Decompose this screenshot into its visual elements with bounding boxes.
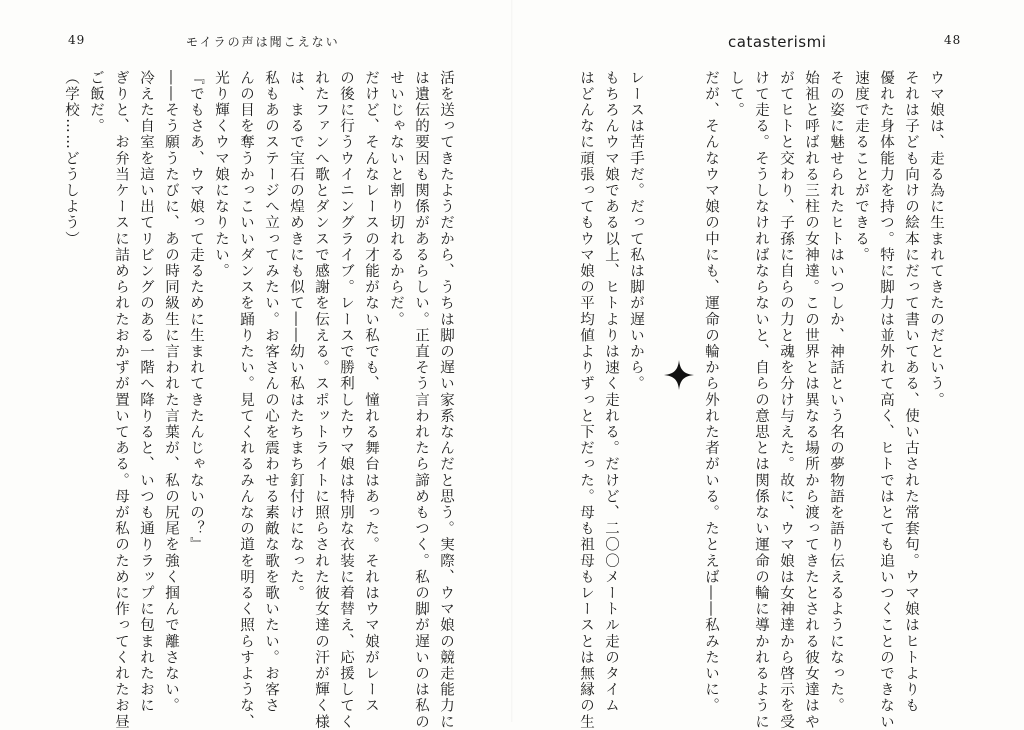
- left-page-number: 49: [68, 33, 86, 47]
- right-line-4: 速度で走ることができる。: [853, 70, 869, 264]
- right-line-9: して。: [728, 70, 744, 119]
- star-shape: [664, 360, 694, 390]
- right-line-12: レースは苦手だ。だって私は脚が遅いから。: [628, 70, 644, 392]
- left-line-17: （学校……どうしよう）: [63, 70, 79, 248]
- right-line-13: もちろんウマ娘である以上、ヒトよりは速く走れる。だけど、二〇〇メートル走のタイム: [603, 70, 619, 714]
- right-line-6: 始祖と呼ばれる三柱の女神達。この世界とは異なる場所から渡ってきたとされる彼女達はや: [803, 70, 819, 730]
- left-line-16: ご飯だ。: [88, 70, 104, 135]
- left-line-12: ――そう願うたびに、あの時同級生に言われた言葉が、私の尻尾を強く掴んで離さない。: [163, 70, 179, 714]
- left-line-11: 『でもさあ、ウマ娘って走るために生まれてきたんじゃないの？』: [188, 70, 204, 553]
- page-gutter: [511, 0, 513, 722]
- left-line-4: だけど、そんなレースの才能がない私でも、憧れる舞台はあった。それはウマ娘がレース: [363, 70, 379, 714]
- right-line-14: はどんなに頑張ってもウマ娘の平均値よりずっと下だった。母も祖母もレースとは無縁の生: [578, 70, 594, 730]
- right-line-1: ウマ娘は、走る為に生まれてきたのだという。: [928, 70, 944, 409]
- left-line-3: せいじゃないと割り切れるからだ。: [388, 70, 404, 328]
- left-line-1: 活を送ってきたようだから、うちは脚の遅い家系なんだと思う。実際、ウマ娘の競走能力に: [438, 70, 454, 730]
- left-line-9: んの目を奪うかっこいいダンスを踊りたい。見てくれるみんなの道を明るく照らすような、: [238, 70, 254, 730]
- running-title: モイラの声は聞こえない: [186, 35, 340, 49]
- four-point-star-icon: [664, 360, 694, 390]
- right-line-10: だが、そんなウマ娘の中にも、運命の輪から外れた者がいる。たとえば――私みたいに。: [703, 70, 719, 714]
- right-line-5: その姿に魅せられたヒトはいつしか、神話という名の夢物語を語り伝えるようになった。: [828, 70, 844, 714]
- left-line-8: 私もあのステージへ立ってみたい。お客さんの心を震わせる素敵な歌を歌いたい。お客さ: [263, 70, 279, 714]
- left-line-15: ぎりと、お弁当ケースに詰められたおかずが置いてある。母が私のために作ってくれたお昼: [113, 70, 129, 730]
- right-page-number: 48: [944, 33, 962, 47]
- left-line-5: の後に行うウイニングライブ。レースで勝利したウマ娘は特別な衣装に着替え、応援してく: [338, 70, 354, 730]
- right-line-8: けて走る。そうしなければならないと、自らの意思とは関係ない運命の輪に導かれるように: [753, 70, 769, 730]
- right-line-7: がてヒトと交わり、子孫に自らの力と魂を分け与えた。故に、ウマ娘は女神達から啓示を受: [778, 70, 794, 730]
- left-line-2: は遺伝的要因も関係があるらしい。正直そう言われたら諦めもつく。私の脚が遅いのは私の: [413, 70, 429, 730]
- left-line-7: は、まるで宝石の煌めきにも似て――幼い私はたちまち釘付けになった。: [288, 70, 304, 602]
- right-line-3: 優れた身体能力を持つ。特に脚力は並外れて高く、ヒトではとても追いつくことのできない: [878, 70, 894, 730]
- right-line-2: それは子ども向けの絵本にだって書いてある、使い古された常套句。ウマ娘はヒトよりも: [903, 70, 919, 714]
- left-line-14: 冷えた自室を這い出てリビングのある一階へ降りると、いつも通りラップに包まれたおに: [138, 70, 154, 714]
- left-line-6: れたファンへ歌とダンスで感謝を伝える。スポットライトに照らされた彼女達の汗が輝く様: [313, 70, 329, 730]
- left-line-10: 光り輝くウマ娘になりたい。: [213, 70, 229, 280]
- brand-title: catasterismi: [728, 33, 827, 51]
